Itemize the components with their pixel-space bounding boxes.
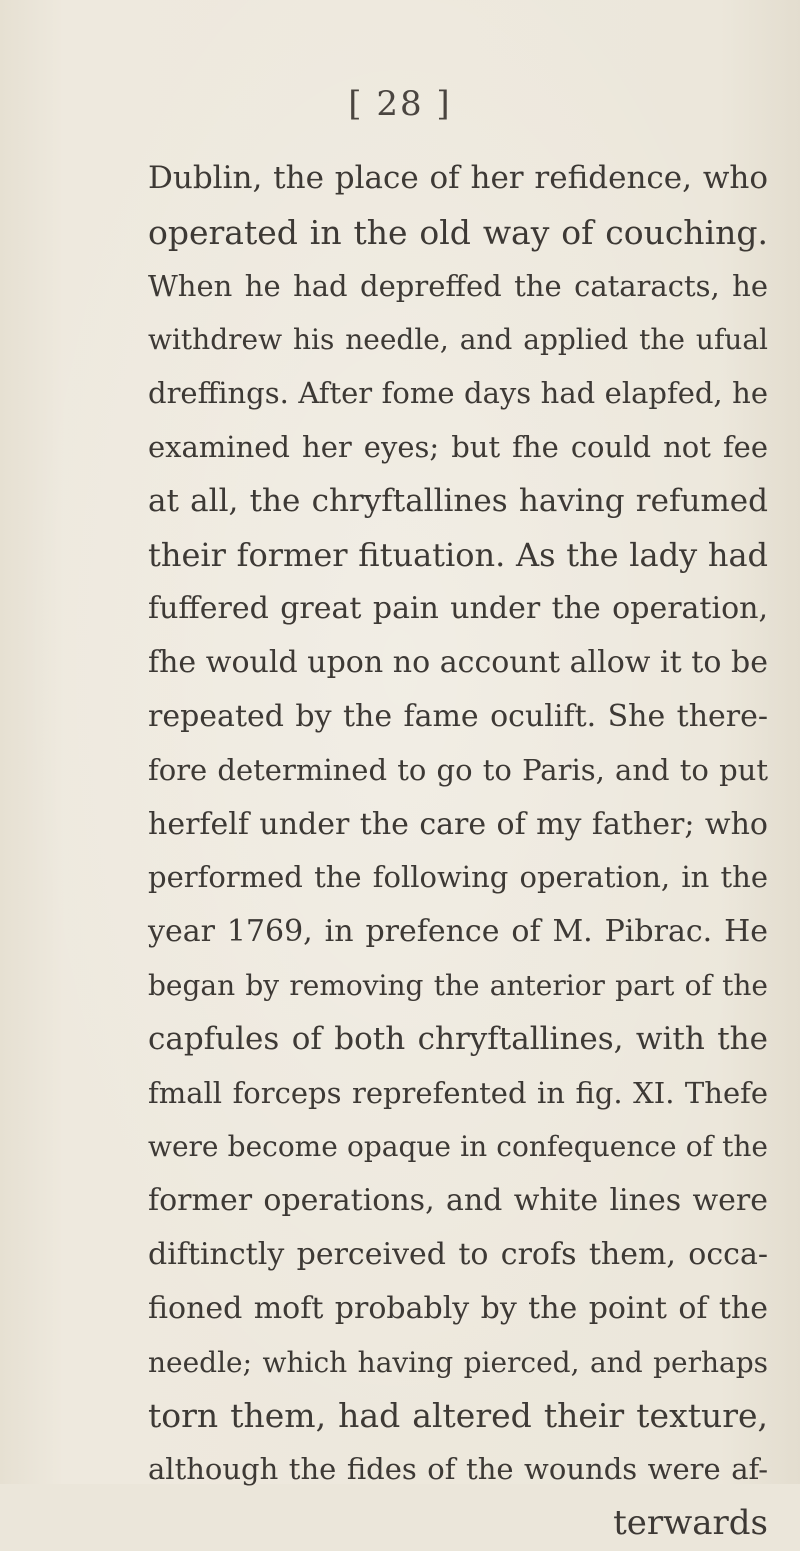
text-line: examined her eyes; but fhe could not fee: [148, 429, 768, 464]
text-line: performed the following operation, in the: [148, 860, 768, 895]
text-line: When he had depreffed the cataracts, he: [148, 268, 768, 303]
text-line: were become opaque in confequence of the: [148, 1130, 768, 1164]
text-line: withdrew his needle, and applied the ufual: [148, 323, 768, 357]
body-text: [148, 152, 768, 1551]
catchword: terwards: [613, 1502, 768, 1543]
text-line: fioned moft probably by the point of the: [148, 1290, 768, 1326]
text-line: Dublin, the place of her refidence, who: [148, 160, 768, 196]
text-line: at all, the chryftallines having refumed: [148, 482, 768, 519]
text-line: needle; which having pierced, and perhaps: [148, 1345, 768, 1379]
text-line: fmall forceps reprefented in fig. XI. Thefe: [148, 1075, 768, 1110]
text-line: fhe would upon no account allow it to be: [148, 645, 768, 681]
text-line: herfelf under the care of my father; who: [148, 806, 768, 842]
text-line: fuffered great pain under the operation,: [148, 591, 768, 627]
text-line: repeated by the fame oculift. She there-: [148, 698, 768, 734]
text-line: their former fituation. As the lady had: [148, 535, 768, 574]
text-line: dreffings. After fome days had elapfed, he: [148, 376, 768, 411]
text-line: fore determined to go to Paris, and to put: [148, 752, 768, 787]
text-line: operated in the old way of couching.: [148, 212, 768, 252]
text-line: capfules of both chryftallines, with the: [148, 1020, 768, 1057]
text-line: torn them, had altered their texture,: [148, 1396, 768, 1436]
text-line: year 1769, in prefence of M. Pibrac. He: [148, 914, 768, 950]
text-line: diftinctly perceived to crofs them, occa-: [148, 1236, 768, 1272]
page-number-header: [ 28 ]: [348, 84, 452, 124]
text-line: although the fides of the wounds were af-: [148, 1452, 768, 1487]
text-line: began by removing the anterior part of the: [148, 968, 768, 1002]
text-line: former operations, and white lines were: [148, 1183, 768, 1219]
